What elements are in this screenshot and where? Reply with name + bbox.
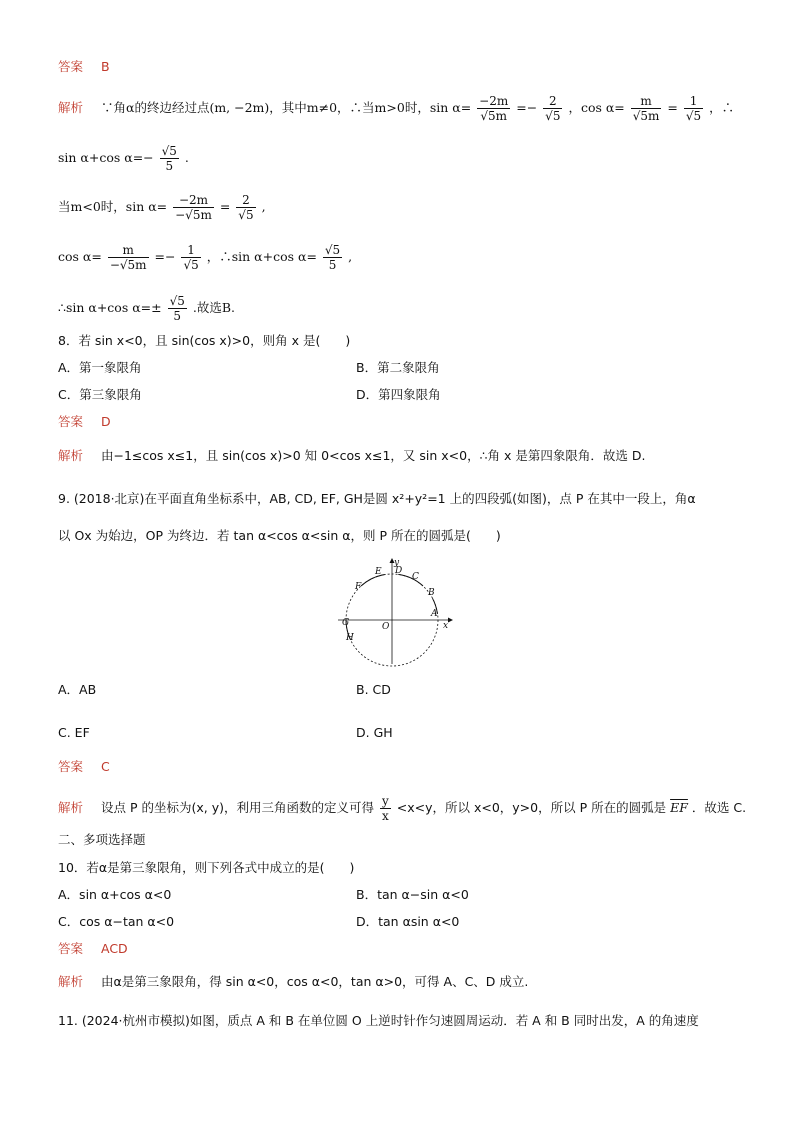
q11-stem: 11. (2024·杭州市模拟)如图，质点 A 和 B 在单位圆 O 上逆时针作匀速圆周运动．若 A 和 B 同时出发，A 的角速度	[58, 1013, 699, 1028]
denominator: √5	[183, 258, 199, 272]
point-e-label: E	[375, 567, 382, 577]
math-text: =−	[154, 249, 176, 264]
q8-option-a: A．第一象限角	[58, 360, 142, 375]
point-d-label: D	[395, 566, 403, 576]
analysis-text: 由α是第三象限角，得 sin α<0，cos α<0，tan α>0，可得 A、C、D 成立.	[101, 974, 529, 989]
point-c-label: C	[412, 572, 419, 582]
numerator: m	[108, 243, 149, 258]
numerator: 1	[684, 94, 703, 109]
answer-value: D	[101, 414, 111, 429]
q9-stem-line-2: 以 Ox 为始边，OP 为终边．若 tan α<cos α<sin α，则 P 所在的圆弧是( )	[58, 528, 501, 543]
denominator: x	[381, 809, 389, 823]
numerator: √5	[169, 294, 185, 308]
q8-answer-line	[58, 414, 111, 430]
math-text: =	[667, 100, 678, 115]
math-text: ，∴	[709, 100, 735, 115]
analysis-tag: 解析	[58, 800, 84, 815]
q7-analysis-line-1	[58, 94, 734, 123]
fraction	[168, 294, 187, 323]
q9-answer-line	[58, 759, 110, 775]
analysis-tag: 解析	[58, 100, 84, 115]
point-a-label: A	[431, 609, 438, 619]
analysis-text: <x<y，所以 x<0，y>0，所以 P 所在的圆弧是	[396, 800, 667, 815]
answer-value: C	[101, 759, 110, 774]
q8-option-c: C．第三象限角	[58, 387, 142, 402]
fraction	[323, 243, 342, 272]
denominator: 5	[173, 309, 182, 323]
q10-analysis-line	[58, 974, 528, 990]
math-text: ,	[348, 249, 353, 264]
fraction	[477, 94, 510, 123]
q8-stem: 8．若 sin x<0，且 sin(cos x)>0，则角 x 是( )	[58, 333, 351, 348]
analysis-tag: 解析	[58, 448, 84, 463]
numerator: 1	[181, 243, 200, 258]
q8-option-d: D．第四象限角	[356, 387, 441, 402]
fraction	[543, 94, 562, 123]
answer-value: B	[101, 59, 110, 74]
q7-analysis-line-3	[58, 193, 266, 222]
x-axis-arrow	[448, 618, 453, 623]
numerator: √5	[324, 243, 341, 257]
q10-stem: 10．若α是第三象限角，则下列各式中成立的是( )	[58, 860, 355, 875]
denominator: √5	[545, 109, 561, 123]
numerator: 2	[236, 193, 255, 208]
point-f-label: F	[355, 582, 362, 592]
numerator: 2	[543, 94, 562, 109]
q10-option-b: B．tan α−sin α<0	[356, 887, 469, 902]
math-text: .	[184, 150, 189, 165]
answer-tag: 答案	[58, 941, 84, 956]
math-text: =−	[516, 100, 538, 115]
math-text: =	[219, 199, 231, 214]
q9-analysis-line	[58, 794, 746, 823]
fraction	[181, 243, 200, 272]
q8-analysis-line	[58, 448, 645, 464]
q7-analysis-line-4	[58, 243, 352, 272]
x-label: x	[443, 621, 449, 631]
unit-circle-figure	[336, 556, 460, 668]
q7-answer-line	[58, 59, 110, 75]
arc-ef-label: $\overline{EF}$	[670, 800, 688, 815]
numerator: y	[381, 794, 389, 808]
q8-option-b: B．第二象限角	[356, 360, 440, 375]
math-text: cos α=	[58, 249, 102, 264]
fraction	[160, 144, 179, 173]
fraction	[631, 94, 662, 123]
point-g-label: G	[342, 618, 350, 628]
analysis-tag: 解析	[58, 974, 84, 989]
analysis-text: 由−1≤cos x≤1，且 sin(cos x)>0 知 0<cos x≤1，又 sin x<0，∴角 x 是第四象限角．故选 D.	[101, 448, 646, 463]
numerator: √5	[161, 144, 177, 158]
math-text: ，∴sin α+cos α=	[206, 249, 317, 264]
answer-tag: 答案	[58, 414, 84, 429]
q7-analysis-line-2	[58, 144, 189, 173]
denominator: −√5m	[109, 258, 147, 272]
fraction	[173, 193, 214, 222]
denominator: √5	[685, 109, 702, 123]
numerator: −2m	[173, 193, 214, 208]
math-text: .故选B.	[192, 300, 235, 315]
answer-value: ACD	[101, 941, 128, 956]
q10-option-d: D．tan αsin α<0	[356, 914, 460, 929]
analysis-text: ．故选 C.	[691, 800, 747, 815]
q10-option-a: A．sin α+cos α<0	[58, 887, 172, 902]
math-text: ，cos α=	[568, 100, 625, 115]
denominator: √5	[238, 208, 254, 222]
numerator: −2m	[479, 94, 509, 108]
fraction	[108, 243, 149, 272]
math-text: sin α+cos α=−	[58, 150, 154, 165]
math-text: 当m<0时，sin α=	[58, 199, 168, 214]
denominator: √5m	[480, 109, 508, 123]
fraction	[380, 794, 391, 823]
arc-cd	[398, 574, 423, 586]
point-b-label: B	[428, 588, 435, 598]
q9-option-b: B. CD	[356, 682, 391, 697]
y-label: y	[394, 558, 400, 568]
fraction	[236, 193, 255, 222]
q7-analysis-line-5	[58, 294, 235, 323]
origin-label: O	[382, 622, 390, 632]
math-text: ∵角α的终边经过点(m, −2m)，其中m≠0，∴当m>0时，sin α=	[101, 100, 472, 115]
math-text: ,	[261, 199, 266, 214]
q9-option-d: D. GH	[356, 725, 393, 740]
fraction	[684, 94, 703, 123]
q9-option-c: C. EF	[58, 725, 90, 740]
analysis-text: 设点 P 的坐标为(x, y)，利用三角函数的定义可得	[101, 800, 374, 815]
q10-option-c: C．cos α−tan α<0	[58, 914, 175, 929]
answer-tag: 答案	[58, 59, 84, 74]
q9-option-a: A．AB	[58, 682, 97, 697]
denominator: −√5m	[175, 208, 212, 222]
denominator: √5m	[632, 109, 660, 123]
denominator: 5	[328, 258, 337, 272]
section-heading: 二、多项选择题	[58, 832, 146, 847]
q9-stem-line-1: 9. (2018·北京)在平面直角坐标系中，AB, CD, EF, GH是圆 x²+y²=1 上的四段弧(如图)，点 P 在其中一段上，角α	[58, 491, 696, 506]
numerator: m	[631, 94, 662, 109]
answer-tag: 答案	[58, 759, 84, 774]
q10-answer-line	[58, 941, 128, 957]
denominator: 5	[165, 159, 174, 173]
math-text: ∴sin α+cos α=±	[58, 300, 162, 315]
point-h-label: H	[346, 633, 354, 643]
